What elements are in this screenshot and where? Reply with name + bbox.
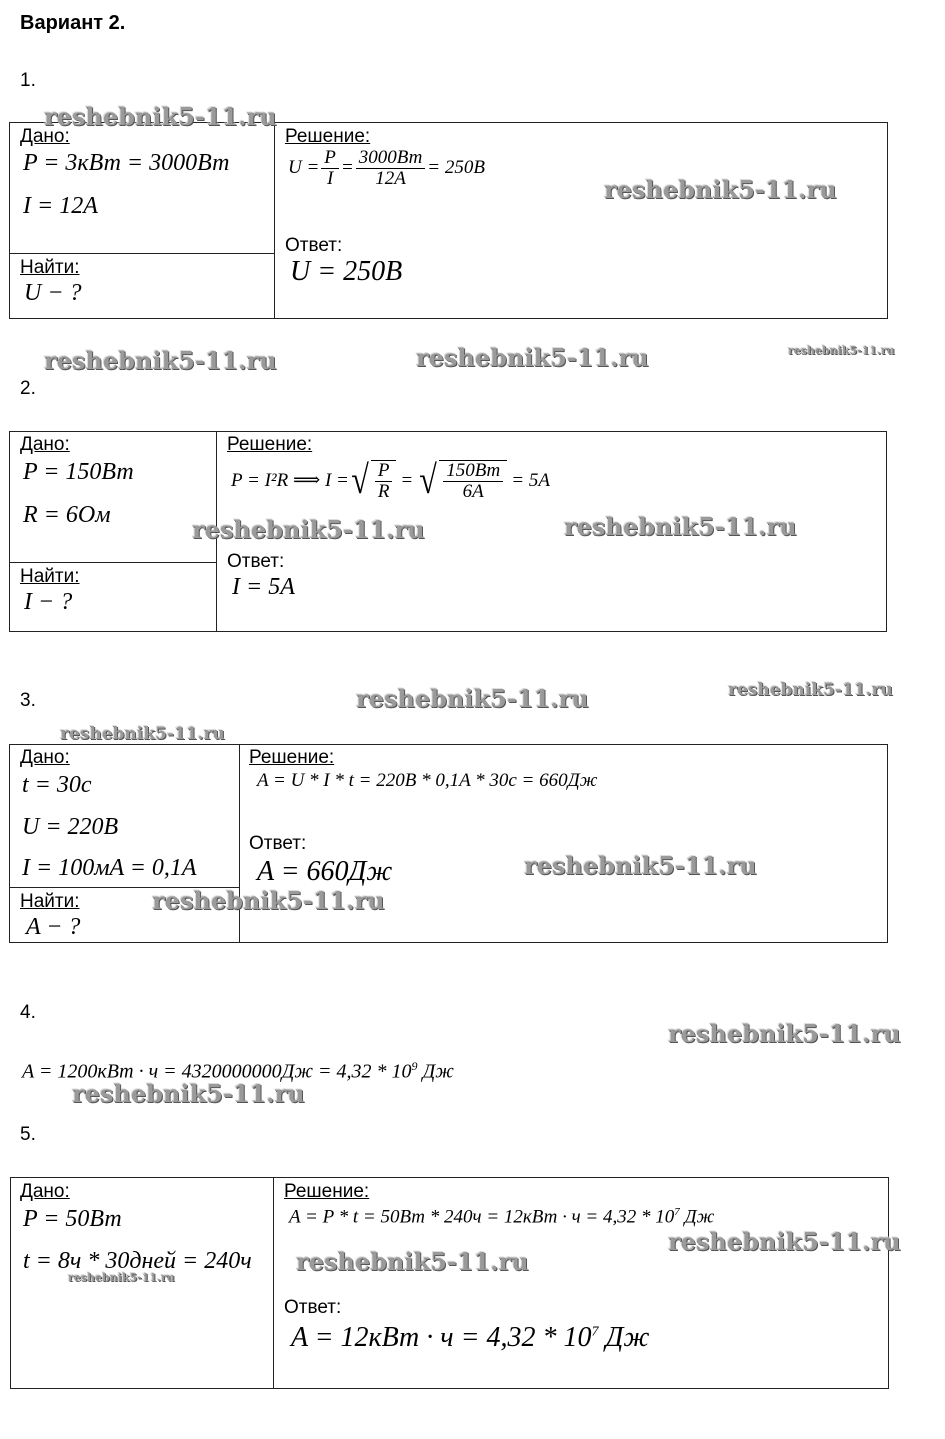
watermark: reshebnik5-11.ru: [44, 102, 277, 131]
problem-5-answer-value: [291, 1322, 649, 1354]
problem-2-fraction-1: [375, 461, 393, 502]
problem-1-given-line-2: I = 12A: [23, 193, 98, 219]
problem-3-answer-label: Ответ:: [249, 833, 307, 854]
problem-3-given-line-1: t = 30c: [22, 772, 92, 798]
problem-5-answer-tail: Дж: [598, 1322, 650, 1353]
problem-5-number: 5.: [20, 1124, 36, 1145]
watermark: reshebnik5-11.ru: [356, 684, 589, 713]
problem-1-find-value: U − ?: [24, 280, 82, 306]
problem-1-fraction-1: [321, 148, 339, 189]
problem-3-solution-formula: A = U * I * t = 220B * 0,1A * 30c = 660Дж: [257, 770, 598, 791]
problem-3-solution-label: Решение:: [249, 747, 335, 768]
problem-2-solution-result: = 5A: [511, 469, 550, 491]
problem-1-given-label: Дано:: [20, 126, 70, 147]
problem-4-number: 4.: [20, 1002, 36, 1023]
problem-2-find-label: Найти:: [20, 566, 80, 587]
problem-1-frac1-den: I: [326, 167, 334, 189]
problem-5-solution-tail: Дж: [679, 1206, 715, 1228]
problem-5-solution-formula: [289, 1206, 714, 1228]
problem-1-divider: [274, 122, 275, 318]
problem-2-frac2-num: 150Вт: [443, 461, 503, 482]
problem-2-find-value: I − ?: [24, 589, 73, 615]
problem-2-sqrt-2: [417, 457, 507, 502]
problem-3-find-label: Найти:: [20, 891, 80, 912]
watermark: reshebnik5-11.ru: [72, 1079, 305, 1108]
problem-2-answer-label: Ответ:: [227, 551, 285, 572]
watermark: reshebnik5-11.ru: [564, 512, 797, 541]
problem-1-frac2-den: 12A: [375, 167, 406, 189]
watermark: reshebnik5-11.ru: [44, 346, 277, 375]
watermark: reshebnik5-11.ru: [668, 1227, 901, 1256]
radical-sign-icon: √: [419, 457, 438, 502]
problem-1-fraction-2: [356, 148, 426, 189]
problem-1-solution-lhs: U =: [288, 157, 320, 179]
watermark: reshebnik5-11.ru: [416, 343, 649, 372]
problem-2-given-line-1: P = 150Вт: [23, 459, 134, 485]
problem-1-frac1-num: P: [321, 148, 339, 169]
problem-1-given-line-1: P = 3кВт = 3000Вт: [23, 150, 230, 176]
problem-1-answer-label: Ответ:: [285, 235, 343, 256]
problem-5-solution-main: A = P * t = 50Вт * 240ч = 12кВт · ч = 4,32 * 10: [289, 1206, 675, 1228]
watermark: reshebnik5-11.ru: [604, 175, 837, 204]
problem-2-given-line-2: R = 6Ом: [23, 502, 111, 528]
problem-2-solution-label: Решение:: [227, 434, 313, 455]
problem-4-formula-exponent: 9: [411, 1059, 418, 1073]
problem-1-find-label: Найти:: [20, 257, 80, 278]
problem-2-frac2-den: 6A: [462, 480, 484, 502]
watermark: reshebnik5-11.ru: [788, 344, 895, 357]
problem-1-solution-eq: =: [340, 157, 354, 179]
watermark: reshebnik5-11.ru: [60, 724, 225, 744]
problem-5-given-line-1: P = 50Вт: [23, 1206, 122, 1232]
problem-3-given-line-3: I = 100мA = 0,1A: [22, 855, 197, 881]
problem-4-formula-main: A = 1200кВт · ч = 4320000000Дж = 4,32 * 10: [22, 1060, 412, 1083]
problem-2-frac1-num: P: [375, 461, 393, 482]
problem-2-solution-formula: [231, 457, 550, 502]
problem-2-number: 2.: [20, 378, 36, 399]
problem-1-answer-value: U = 250B: [290, 256, 403, 287]
problem-1-given-divider: [9, 253, 274, 254]
problem-2-answer-value: I = 5A: [232, 574, 295, 600]
problem-5-solution-exponent: 7: [674, 1206, 680, 1218]
radical-sign-icon: √: [351, 457, 369, 502]
problem-3-given-line-2: U = 220B: [22, 814, 119, 840]
problem-2-solution-lhs: P = I²R ⟹ I =: [231, 470, 349, 492]
watermark: reshebnik5-11.ru: [524, 851, 757, 880]
problem-1-number: 1.: [20, 70, 36, 91]
problem-1-solution-label: Решение:: [285, 126, 371, 147]
problem-2-given-label: Дано:: [20, 434, 70, 455]
problem-5-answer-label: Ответ:: [284, 1297, 342, 1318]
problem-3-number: 3.: [20, 690, 36, 711]
problem-2-sqrt-1: [349, 457, 397, 502]
problem-2-fraction-2: [443, 461, 503, 502]
watermark: reshebnik5-11.ru: [152, 886, 385, 915]
problem-4-formula-tail: Дж: [417, 1060, 454, 1083]
watermark: reshebnik5-11.ru: [728, 680, 893, 700]
problem-3-find-value: A − ?: [26, 914, 81, 940]
problem-1-solution-formula: [288, 148, 485, 189]
watermark: reshebnik5-11.ru: [296, 1247, 529, 1276]
problem-2-frac1-den: R: [377, 480, 390, 502]
problem-3-given-label: Дано:: [20, 747, 70, 768]
problem-5-answer-exponent: 7: [591, 1324, 599, 1340]
problem-2-given-divider: [9, 562, 216, 563]
problem-5-given-label: Дано:: [20, 1181, 70, 1202]
problem-1-solution-result: = 250B: [427, 157, 485, 179]
problem-5-answer-main: A = 12кВт · ч = 4,32 * 10: [291, 1322, 592, 1353]
problem-5-given-line-2: t = 8ч * 30дней = 240ч: [23, 1248, 252, 1274]
problem-1-frac2-num: 3000Вт: [356, 148, 426, 169]
problem-3-answer-value: A = 660Дж: [257, 856, 393, 887]
page-title: Вариант 2.: [20, 12, 126, 34]
watermark: reshebnik5-11.ru: [668, 1019, 901, 1048]
watermark: reshebnik5-11.ru: [68, 1271, 175, 1284]
watermark: reshebnik5-11.ru: [192, 515, 425, 544]
problem-5-divider: [273, 1177, 274, 1388]
problem-2-solution-eq: =: [400, 469, 414, 491]
problem-5-solution-label: Решение:: [284, 1181, 370, 1202]
